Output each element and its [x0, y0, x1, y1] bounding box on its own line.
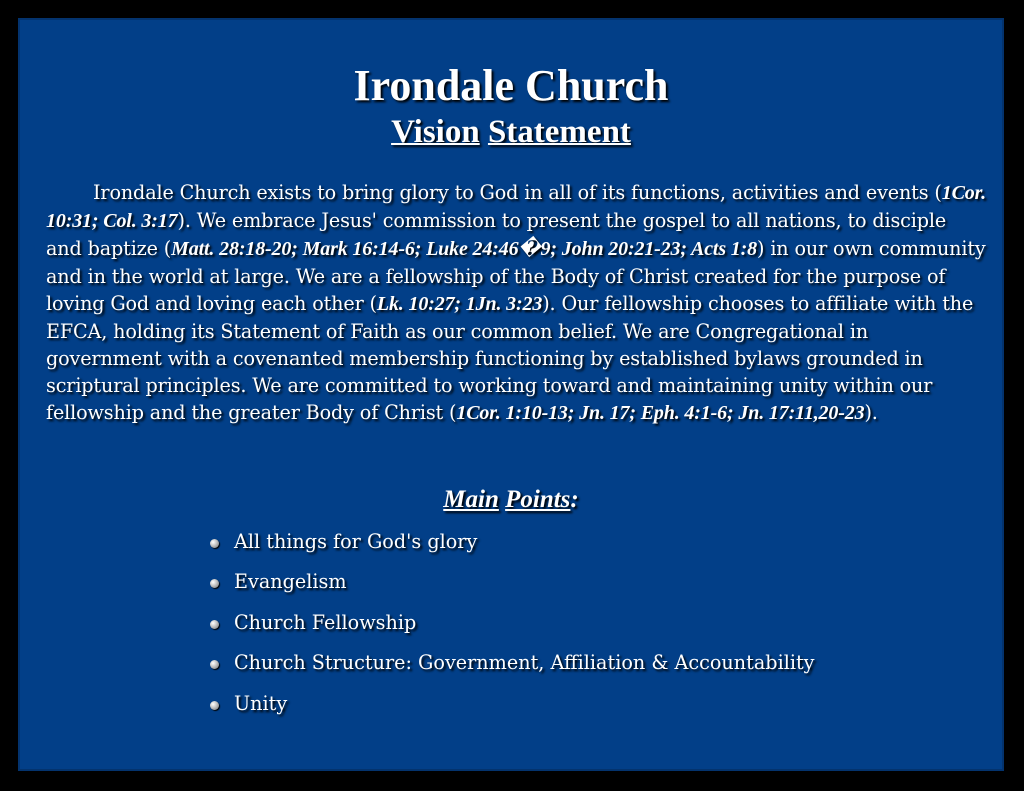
main-points-heading-word-points: Points [505, 486, 571, 513]
body-text-1: Irondale Church exists to bring glory to God in all of its functions, activities and events ( [93, 181, 942, 204]
scripture-reference-2: Matt. 28:18-20; Mark 16:14-6; Luke 24:46�9; John 20:21-23; Acts 1:8 [171, 238, 758, 260]
bullet-icon [210, 620, 219, 629]
scripture-reference-1: 1Cor. 10:31; Col. 3:17 [46, 182, 986, 232]
body-text-5: ). [864, 401, 878, 424]
vision-statement-paragraph [46, 179, 986, 427]
main-points-list [210, 530, 815, 732]
list-item-label: Church Structure: Government, Affiliation & Accountability [234, 651, 815, 675]
body-text-4: ). Our fellowship chooses to affiliate with the EFCA, holding its Statement of Faith as our common belief. We are Congregational in government with a covenanted membership functioning by established bylaws grounded in scriptural principles. We are committed to working toward and maintaining unity within our fellowship and the greater Body of Christ ( [46, 292, 974, 424]
scripture-reference-3: Lk. 10:27; 1Jn. 3:23 [376, 293, 543, 315]
main-points-heading [20, 485, 1002, 515]
subtitle-word-statement: Statement [487, 114, 631, 150]
list-item-label: Unity [234, 691, 288, 715]
scripture-reference-4: 1Cor. 1:10-13; Jn. 17; Eph. 4:1-6; Jn. 17:11,20-23 [456, 402, 865, 424]
list-item-label: All things for God's glory [234, 530, 478, 553]
page-title: Irondale Church [353, 61, 669, 110]
page-subtitle [20, 112, 1002, 152]
slide [18, 18, 1004, 771]
body-text-2: ). We embrace Jesus' commission to present the gospel to all nations, to disciple and baptize ( [46, 209, 947, 260]
list-item [210, 692, 815, 732]
subtitle-word-vision: Vision [391, 114, 480, 150]
bullet-icon [210, 701, 219, 710]
main-points-heading-colon: : [570, 486, 579, 513]
main-points-heading-word-main: Main [443, 486, 499, 513]
bullet-icon [210, 579, 219, 588]
list-item [210, 611, 815, 651]
list-item-label: Church Fellowship [234, 610, 417, 634]
bullet-icon [210, 539, 219, 548]
list-item [210, 530, 815, 570]
bullet-icon [210, 660, 219, 669]
list-item [210, 570, 815, 610]
body-text-3: ) in our own community and in the world at large. We are a fellowship of the Body of Christ created for the purpose of loving God and loving each other ( [46, 237, 986, 315]
list-item [210, 651, 815, 691]
list-item-label: Evangelism [234, 570, 347, 594]
